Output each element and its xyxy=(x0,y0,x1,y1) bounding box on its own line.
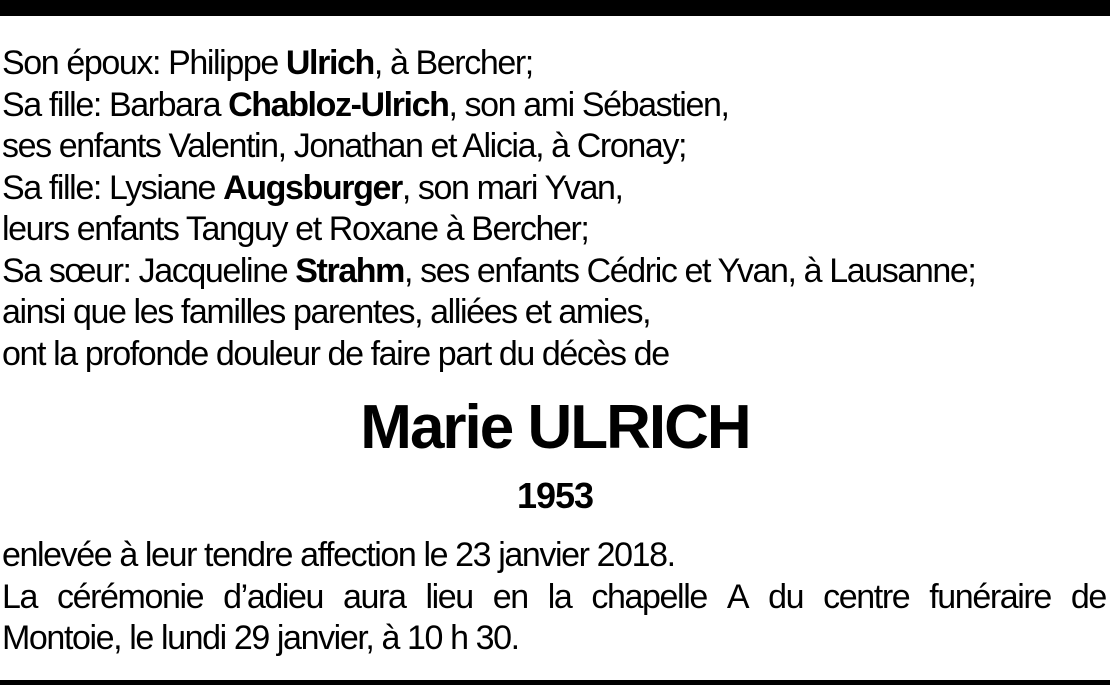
details-word: d’adieu xyxy=(223,577,324,616)
family-surname: Augsburger xyxy=(223,168,402,207)
details-word: lieu xyxy=(425,577,473,616)
family-list xyxy=(2,43,1108,375)
details-line-location: Montoie, le lundi 29 janvier, à 10 h 30. xyxy=(2,619,519,657)
bottom-rule xyxy=(0,680,1110,685)
details-word: A xyxy=(726,577,749,616)
details-word: centre xyxy=(823,577,910,616)
family-line-grandchildren-1: ses enfants Valentin, Jonathan et Alicia, à Cronay; xyxy=(2,127,686,165)
ceremony-details xyxy=(2,535,1108,660)
details-word: La xyxy=(2,577,38,616)
details-word: aura xyxy=(343,577,406,616)
family-line-daughter-1 xyxy=(2,85,1108,127)
family-line-relatives: ainsi que les familles parentes, alliées et amies, xyxy=(2,293,651,331)
details-word: chapelle xyxy=(591,577,707,616)
family-line-text: Sa sœur: Jacqueline xyxy=(2,251,296,290)
details-word: funéraire xyxy=(929,577,1051,616)
family-line-text: Son époux: Philippe xyxy=(2,44,286,82)
details-word: en xyxy=(492,577,528,616)
family-line-text: , son ami Sébastien, xyxy=(448,85,729,124)
family-line-text: Sa fille: Barbara xyxy=(2,85,229,124)
family-line-text: Sa fille: Lysiane xyxy=(2,168,224,207)
details-line-ceremony xyxy=(2,577,1106,619)
details-word: la xyxy=(547,577,572,616)
details-word: cérémonie xyxy=(57,577,204,616)
deceased-birth-year: 1953 xyxy=(516,475,594,516)
details-line-date: enlevée à leur tendre affection le 23 janvier 2018. xyxy=(2,536,675,574)
family-surname: Chabloz-Ulrich xyxy=(228,85,449,124)
details-word: de xyxy=(1070,577,1106,616)
family-line-daughter-2 xyxy=(2,168,1108,210)
family-line-grandchildren-2: leurs enfants Tanguy et Roxane à Bercher; xyxy=(2,210,589,248)
family-line-text: , son mari Yvan, xyxy=(401,168,623,207)
top-rule xyxy=(0,0,1110,16)
family-line-text: , ses enfants Cédric et Yvan, à Lausanne; xyxy=(404,251,976,290)
family-line-sister xyxy=(2,251,1108,293)
family-line-text: , à Bercher; xyxy=(373,44,533,82)
family-surname: Strahm xyxy=(295,251,405,290)
family-line-spouse xyxy=(2,43,1108,85)
details-word: du xyxy=(768,577,804,616)
deceased-name: Marie ULRICH xyxy=(360,393,750,462)
family-surname: Ulrich xyxy=(285,44,374,82)
family-line-announcement: ont la profonde douleur de faire part du décès de xyxy=(2,334,669,373)
